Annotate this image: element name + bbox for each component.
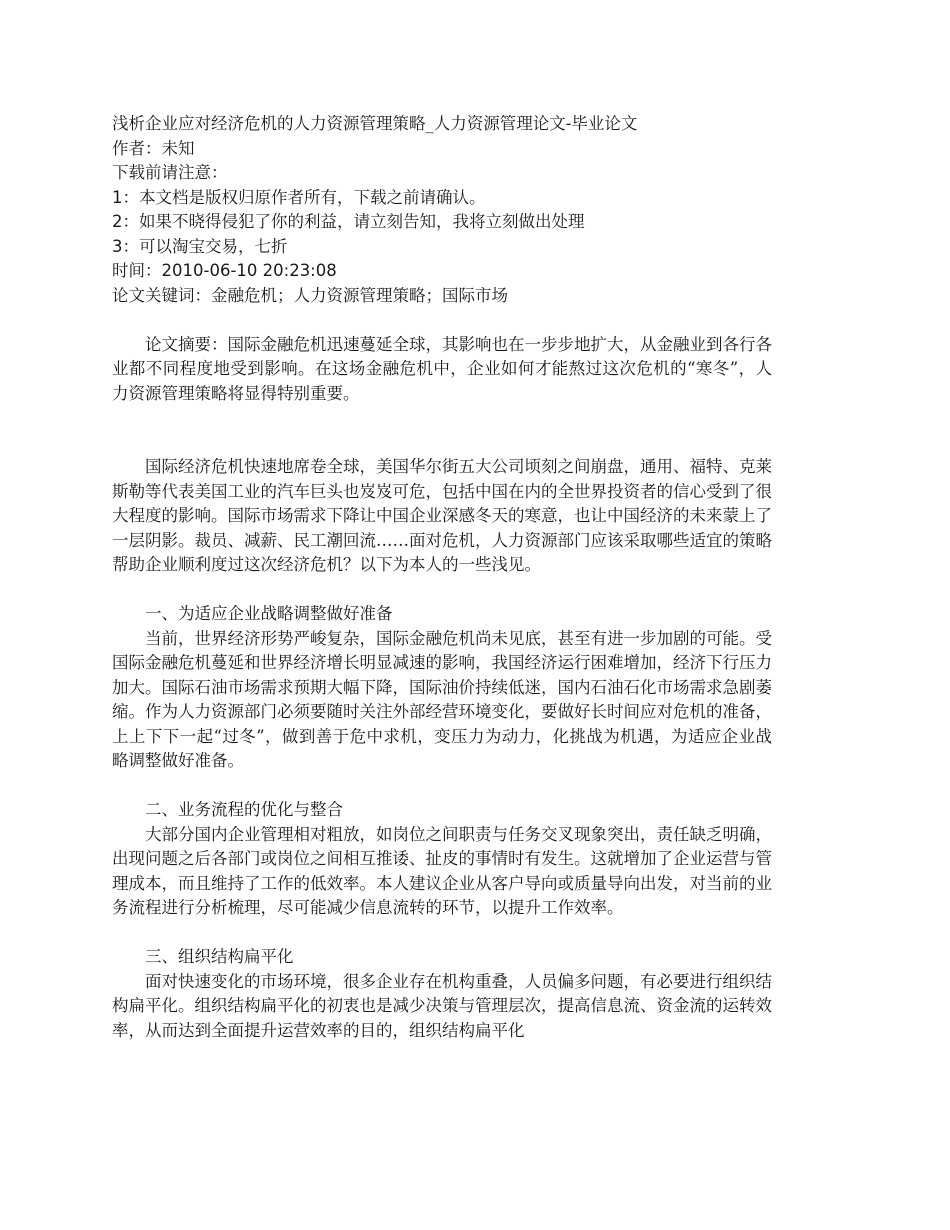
time-line: 时间：2010-06-10 20:23:08 (112, 261, 337, 280)
author-line: 作者：未知 (112, 138, 195, 158)
section-heading-2: 二、业务流程的优化与整合 (145, 800, 343, 819)
intro-paragraph: 国际经济危机快速地席卷全球，美国华尔街五大公司顷刻之间崩盘，通用、福特、克莱斯勒等代表美国工业的汽车巨头也岌岌可危，包括中国在内的全世界投资者的信心受到了很大程度的影响。国际市场需求下降让中国企业深感冬天的寒意，也让中国经济的未来蒙上了一层阴影。裁员、减薪、民工潮回流……面对危机，人力资源部门应该采取哪些适宜的策略帮助企业顺利度过这次经济危机？以下为本人的一些浅见。 (112, 457, 772, 574)
section-heading-1: 一、为适应企业战略调整做好准备 (145, 604, 393, 623)
keywords-line: 论文关键词：金融危机；人力资源管理策略；国际市场 (112, 285, 508, 305)
section-body-1: 当前，世界经济形势严峻复杂，国际金融危机尚未见底，甚至有进一步加剧的可能。受国际金融危机蔓延和世界经济增长明显减速的影响，我国经济运行困难增加，经济下行压力加大。国际石油市场需求预期大幅下降，国际油价持续低迷，国内石油石化市场需求急剧萎缩。作为人力资源部门必须要随时关注外部经营环境变化，要做好长时间应对危机的准备，上上下下一起“过冬”，做到善于危中求机，变压力为动力，化挑战为机遇，为适应企业战略调整做好准备。 (112, 628, 772, 770)
document-page (112, 112, 772, 1043)
notice-item-1: 1：本文档是版权归原作者所有，下载之前请确认。 (112, 187, 486, 207)
section-body-2: 大部分国内企业管理相对粗放，如岗位之间职责与任务交叉现象突出，责任缺乏明确，出现问题之后各部门或岗位之间相互推诿、扯皮的事情时有发生。这就增加了企业运营与管理成本，而且维持了工作的低效率。本人建议企业从客户导向或质量导向出发，对当前的业务流程进行分析梳理，尽可能减少信息流转的环节，以提升工作效率。 (112, 824, 772, 917)
document-title: 浅析企业应对经济危机的人力资源管理策略_人力资源管理论文-毕业论文 (112, 114, 638, 133)
section-body-3: 面对快速变化的市场环境，很多企业存在机构重叠，人员偏多问题，有必要进行组织结构扁平化。组织结构扁平化的初衷也是减少决策与管理层次，提高信息流、资金流的运转效率，从而达到全面提升运营效率的目的，组织结构扁平化 (112, 971, 772, 1040)
section-heading-3: 三、组织结构扁平化 (145, 947, 294, 966)
abstract-paragraph: 论文摘要：国际金融危机迅速蔓延全球，其影响也在一步步地扩大，从金融业到各行各业都不同程度地受到影响。在这场金融危机中，企业如何才能熬过这次危机的“寒冬”，人力资源管理策略将显得特别重要。 (112, 334, 772, 403)
download-notice-title: 下载前请注意： (112, 163, 228, 182)
notice-item-3: 3：可以淘宝交易，七折 (112, 236, 288, 256)
notice-item-2: 2：如果不晓得侵犯了你的利益，请立刻告知，我将立刻做出处理 (112, 212, 585, 231)
